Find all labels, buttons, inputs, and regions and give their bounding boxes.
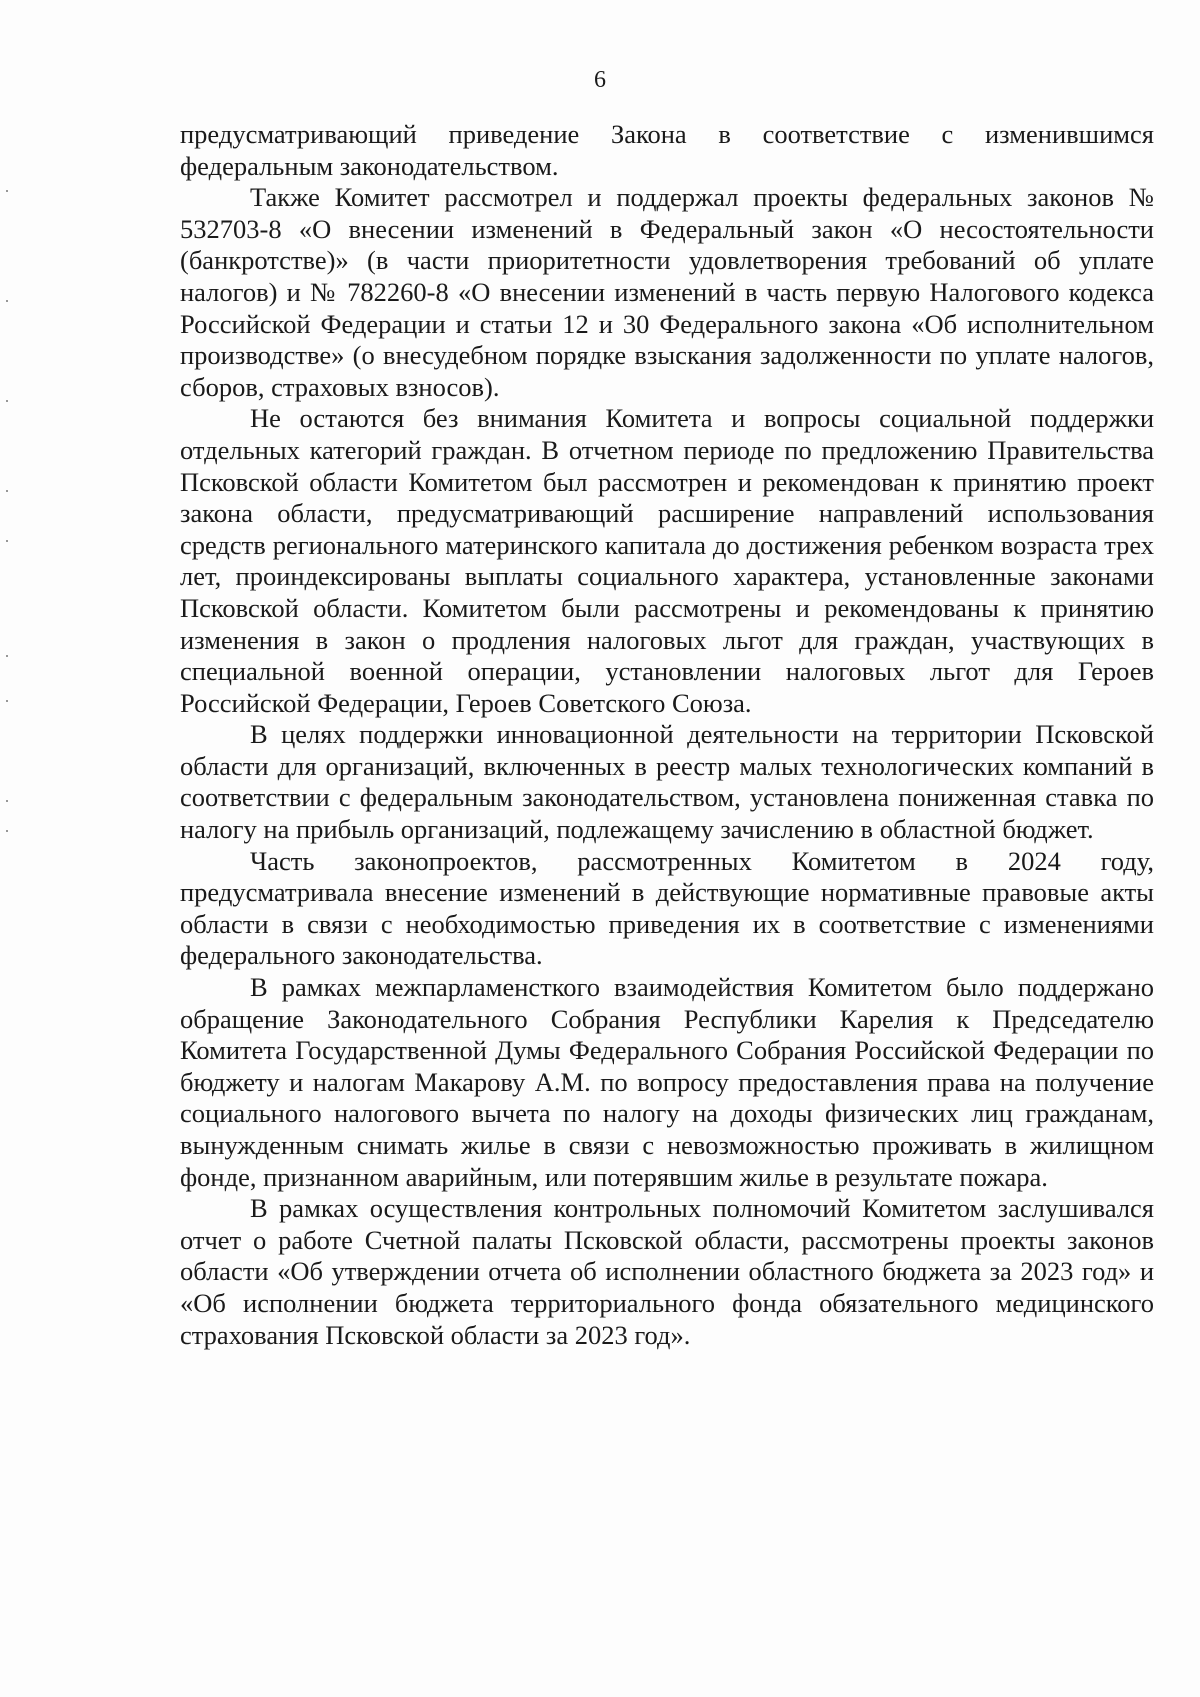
paragraph: В целях поддержки инновационной деятельности на территории Псковской области для организаций, включенных в реестр малых технологических компаний в соответствии с федеральным законодательством, установлена пониженная ставка по налогу на прибыль организаций, подлежащему зачислению в областной бюджет. xyxy=(180,719,1154,845)
scan-mark xyxy=(6,490,8,492)
scan-mark xyxy=(6,830,8,832)
page-number: 6 xyxy=(594,67,606,93)
document-body xyxy=(180,119,1154,1351)
paragraph: Не остаются без внимания Комитета и вопросы социальной поддержки отдельных категорий граждан. В отчетном периоде по предложению Правительства Псковской области Комитетом был рассмотрен и рекомендован к принятию проект закона области, предусматривающий расширение направлений использования средств регионального материнского капитала до достижения ребенком возраста трех лет, проиндексированы выплаты социального характера, установленные законами Псковской области. Комитетом были рассмотрены и рекомендованы к принятию изменения в закон о продления налоговых льгот для граждан, участвующих в специальной военной операции, установлении налоговых льгот для Героев Российской Федерации, Героев Советского Союза. xyxy=(180,403,1154,718)
paragraph: В рамках межпарламенсткого взаимодействия Комитетом было поддержано обращение Законодательного Собрания Республики Карелия к Председателю Комитета Государственной Думы Федерального Собрания Российской Федерации по бюджету и налогам Макарову А.М. по вопросу предоставления права на получение социального налогового вычета по налогу на доходы физических лиц гражданам, вынужденным снимать жилье в связи с невозможностью проживать в жилищном фонде, признанном аварийным, или потерявшим жилье в результате пожара. xyxy=(180,972,1154,1192)
scan-mark xyxy=(6,700,8,702)
paragraph: Также Комитет рассмотрел и поддержал проекты федеральных законов № 532703-8 «О внесении изменений в Федеральный закон «О несостоятельности (банкротстве)» (в части приоритетности удовлетворения требований об уплате налогов) и № 782260-8 «О внесении изменений в часть первую Налогового кодекса Российской Федерации и статьи 12 и 30 Федерального закона «Об исполнительном производстве» (о внесудебном порядке взыскания задолженности по уплате налогов, сборов, страховых взносов). xyxy=(180,182,1154,402)
scan-mark xyxy=(6,300,8,302)
paragraph: В рамках осуществления контрольных полномочий Комитетом заслушивался отчет о работе Счетной палаты Псковской области, рассмотрены проекты законов области «Об утверждении отчета об исполнении областного бюджета за 2023 год» и «Об исполнении бюджета территориального фонда обязательного медицинского страхования Псковской области за 2023 год». xyxy=(180,1193,1154,1350)
scan-edge-marks xyxy=(6,0,12,1697)
paragraph: предусматривающий приведение Закона в соответствие с изменившимся федеральным законодательством. xyxy=(180,119,1154,181)
scan-mark xyxy=(6,540,8,542)
paragraph: Часть законопроектов, рассмотренных Комитетом в 2024 году, предусматривала внесение изменений в действующие нормативные правовые акты области в связи с необходимостью приведения их в соответствие с изменениями федерального законодательства. xyxy=(180,845,1154,971)
scan-mark xyxy=(6,190,8,192)
scan-mark xyxy=(6,800,8,802)
scan-mark xyxy=(6,655,8,657)
scan-mark xyxy=(6,400,8,402)
